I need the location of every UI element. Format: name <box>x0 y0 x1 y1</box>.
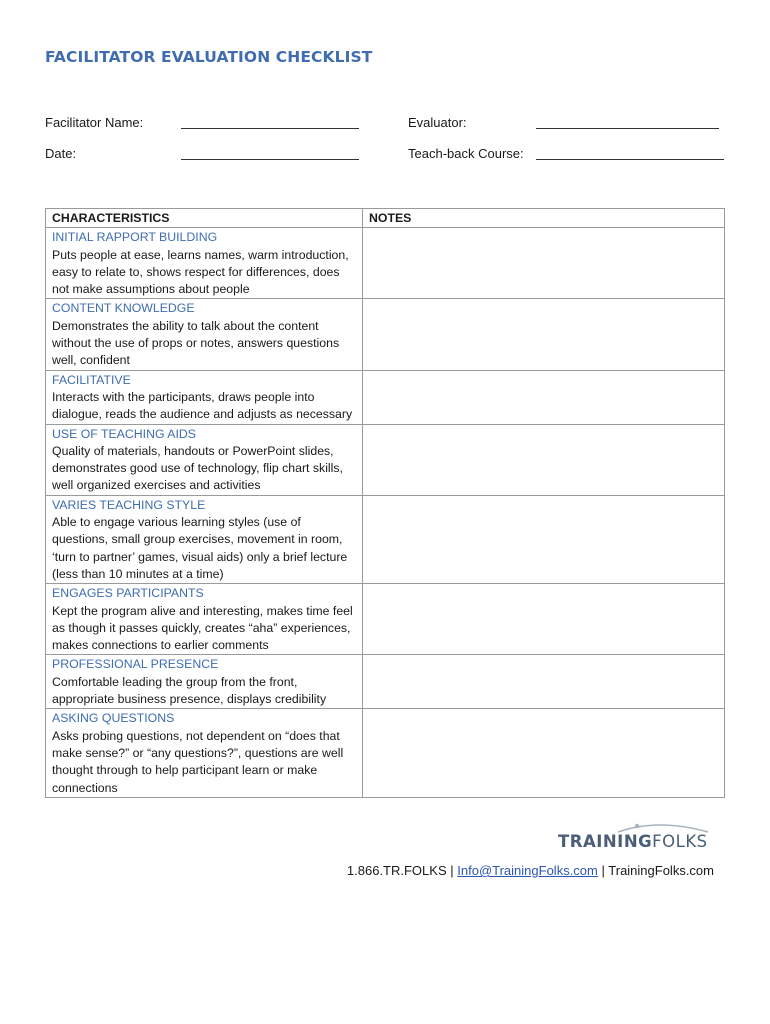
facilitator-name-line[interactable] <box>181 128 359 129</box>
characteristic-category: CONTENT KNOWLEDGE <box>52 301 195 316</box>
notes-cell[interactable] <box>363 370 725 424</box>
characteristic-cell <box>46 655 363 709</box>
characteristic-description: Puts people at ease, learns names, warm introduction, easy to relate to, shows respect for differences, does not make assumptions about people <box>52 247 349 297</box>
table-row <box>46 655 725 709</box>
notes-cell[interactable] <box>363 655 725 709</box>
notes-cell[interactable] <box>363 495 725 583</box>
characteristic-cell <box>46 370 363 424</box>
teach-back-course-label: Teach-back Course: <box>408 146 524 161</box>
characteristic-description: Interacts with the participants, draws people into dialogue, reads the audience and adjusts as necessary <box>52 389 353 422</box>
table-header-row <box>46 209 725 228</box>
footer-separator: | <box>450 863 454 878</box>
characteristic-category: USE OF TEACHING AIDS <box>52 426 196 441</box>
footer-phone: 1.866.TR.FOLKS <box>346 863 447 878</box>
characteristic-cell <box>46 228 363 299</box>
characteristic-description: Demonstrates the ability to talk about the content without the use of props or notes, answers questions well, confident <box>52 318 340 368</box>
table-row <box>46 370 725 424</box>
table-row <box>46 228 725 299</box>
date-label: Date: <box>45 146 77 161</box>
characteristic-cell <box>46 709 363 797</box>
footer-contact <box>347 863 714 878</box>
characteristic-cell <box>46 299 363 370</box>
characteristic-category: PROFESSIONAL PRESENCE <box>52 657 219 672</box>
facilitator-name-label: Facilitator Name: <box>45 115 144 130</box>
evaluation-table <box>45 208 725 798</box>
header-characteristics: CHARACTERISTICS <box>46 209 363 228</box>
characteristic-category: ASKING QUESTIONS <box>52 711 175 726</box>
notes-cell[interactable] <box>363 584 725 655</box>
table-row <box>46 495 725 583</box>
table-row <box>46 584 725 655</box>
logo-text-folks: FOLKS <box>652 832 708 851</box>
characteristic-cell <box>46 495 363 583</box>
notes-cell[interactable] <box>363 228 725 299</box>
characteristic-description: Kept the program alive and interesting, makes time feel as though it passes quickly, creates “aha” experiences, makes connections to earlier comments <box>52 603 353 653</box>
trainingfolks-logo <box>558 820 718 856</box>
notes-cell[interactable] <box>363 299 725 370</box>
characteristic-cell <box>46 584 363 655</box>
header-notes: NOTES <box>363 209 725 228</box>
table-row <box>46 424 725 495</box>
characteristic-description: Comfortable leading the group from the front, appropriate business presence, displays credibility <box>52 674 327 707</box>
footer-website: TrainingFolks.com <box>608 863 714 878</box>
logo-text-training: TRAINING <box>558 832 653 851</box>
footer-separator: | <box>601 863 605 878</box>
teach-back-course-line[interactable] <box>536 159 724 160</box>
page-title: FACILITATOR EVALUATION CHECKLIST <box>45 48 373 66</box>
footer-email-link[interactable]: Info@TrainingFolks.com <box>457 863 598 878</box>
characteristic-description: Quality of materials, handouts or PowerPoint slides, demonstrates good use of technology, flip chart skills, well organized exercises and activities <box>52 443 343 493</box>
characteristic-category: INITIAL RAPPORT BUILDING <box>52 230 218 245</box>
table-row <box>46 299 725 370</box>
characteristic-category: VARIES TEACHING STYLE <box>52 497 206 512</box>
notes-cell[interactable] <box>363 424 725 495</box>
characteristic-category: ENGAGES PARTICIPANTS <box>52 586 204 601</box>
evaluator-line[interactable] <box>536 128 719 129</box>
characteristic-description: Asks probing questions, not dependent on “does that make sense?” or “any questions?”, questions are well thought through to help participant learn or make connections <box>52 728 344 795</box>
evaluator-label: Evaluator: <box>408 115 467 130</box>
characteristic-category: FACILITATIVE <box>52 372 131 387</box>
date-line[interactable] <box>181 159 359 160</box>
table-row <box>46 709 725 797</box>
characteristic-description: Able to engage various learning styles (use of questions, small group exercises, movement in room, ‘turn to partner’ games, visual aids) only a brief lecture (less than 10 minutes at a time) <box>52 515 348 581</box>
characteristic-cell <box>46 424 363 495</box>
notes-cell[interactable] <box>363 709 725 797</box>
